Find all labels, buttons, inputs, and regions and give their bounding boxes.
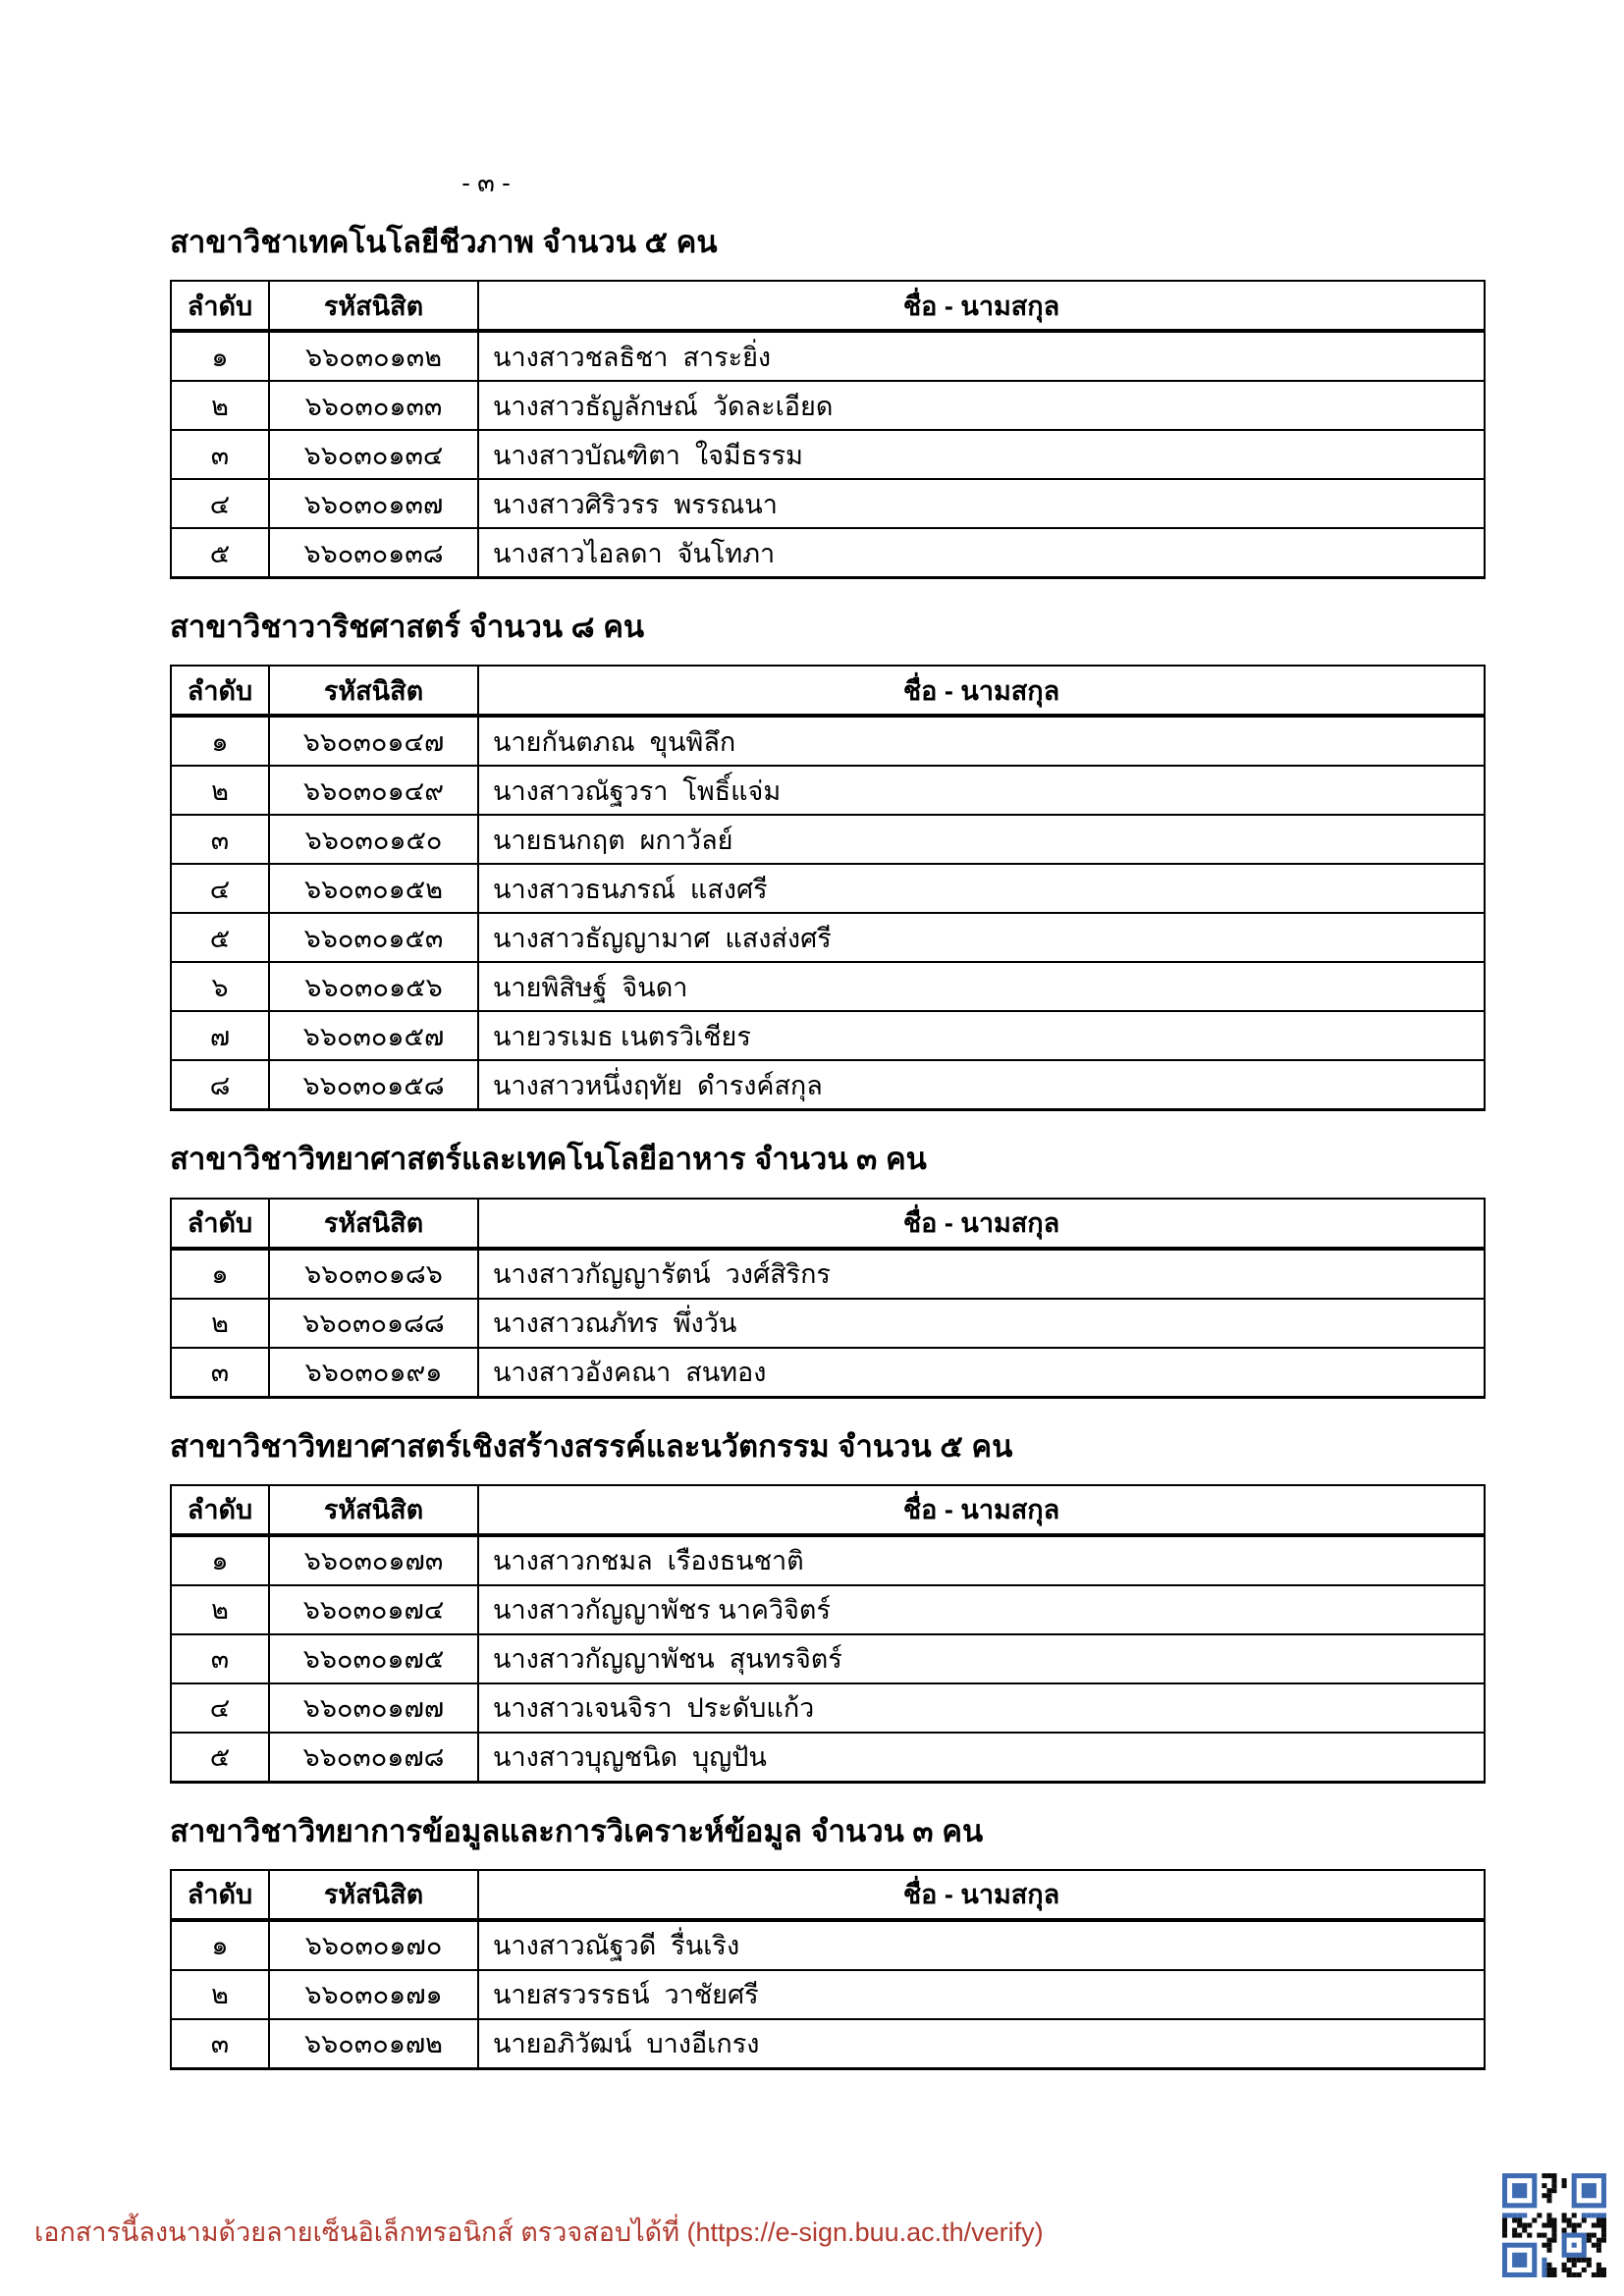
table-row bbox=[171, 716, 1485, 766]
row-index: ๔ bbox=[171, 1683, 269, 1733]
row-student-id: ๖๖๐๓๐๑๘๖ bbox=[269, 1249, 478, 1299]
row-student-id: ๖๖๐๓๐๑๗๘ bbox=[269, 1733, 478, 1783]
col-id-header: รหัสนิสิต bbox=[269, 1870, 478, 1920]
program-section bbox=[170, 609, 1486, 1111]
row-index: ๕ bbox=[171, 1733, 269, 1783]
student-table bbox=[170, 1198, 1486, 1399]
row-student-id: ๖๖๐๓๐๑๗๑ bbox=[269, 1970, 478, 2019]
col-name-header: ชื่อ - นามสกุล bbox=[478, 1870, 1485, 1920]
row-index: ๔ bbox=[171, 479, 269, 528]
col-id-header: รหัสนิสิต bbox=[269, 1199, 478, 1249]
row-name: นายวรเมธ เนตรวิเชียร bbox=[478, 1011, 1485, 1060]
row-index: ๒ bbox=[171, 1970, 269, 2019]
qr-code bbox=[1502, 2173, 1606, 2277]
table-row bbox=[171, 962, 1485, 1011]
program-section bbox=[170, 224, 1486, 579]
col-id-header: รหัสนิสิต bbox=[269, 281, 478, 331]
table-row bbox=[171, 430, 1485, 479]
student-table bbox=[170, 1484, 1486, 1784]
section-title: สาขาวิชาวิทยาศาสตร์เชิงสร้างสรรค์และนวัตกรรม จำนวน ๕ คน bbox=[170, 1428, 1013, 1464]
table-header-row bbox=[171, 666, 1485, 716]
row-name: นางสาวธนภรณ์ แสงศรี bbox=[478, 864, 1485, 913]
row-index: ๒ bbox=[171, 381, 269, 430]
row-student-id: ๖๖๐๓๐๑๕๘ bbox=[269, 1060, 478, 1110]
row-name: นางสาวอังคณา สนทอง bbox=[478, 1348, 1485, 1398]
table-header-row bbox=[171, 1485, 1485, 1535]
row-index: ๒ bbox=[171, 1585, 269, 1634]
row-index: ๓ bbox=[171, 1348, 269, 1398]
program-section bbox=[170, 1141, 1486, 1398]
row-student-id: ๖๖๐๓๐๑๗๐ bbox=[269, 1920, 478, 1970]
student-table bbox=[170, 665, 1486, 1111]
row-student-id: ๖๖๐๓๐๑๕๖ bbox=[269, 962, 478, 1011]
row-index: ๖ bbox=[171, 962, 269, 1011]
row-index: ๓ bbox=[171, 2019, 269, 2069]
program-section bbox=[170, 1428, 1486, 1784]
row-name: นางสาวกชมล เรืองธนชาติ bbox=[478, 1535, 1485, 1585]
table-row bbox=[171, 1299, 1485, 1348]
page-number: - ๓ - bbox=[461, 168, 511, 197]
row-student-id: ๖๖๐๓๐๑๓๘ bbox=[269, 528, 478, 578]
row-index: ๑ bbox=[171, 1535, 269, 1585]
row-student-id: ๖๖๐๓๐๑๕๐ bbox=[269, 815, 478, 864]
row-student-id: ๖๖๐๓๐๑๔๙ bbox=[269, 766, 478, 815]
table-row bbox=[171, 381, 1485, 430]
table-row bbox=[171, 1634, 1485, 1683]
row-student-id: ๖๖๐๓๐๑๕๒ bbox=[269, 864, 478, 913]
row-index: ๕ bbox=[171, 528, 269, 578]
section-title: สาขาวิชาวิทยาศาสตร์และเทคโนโลยีอาหาร จำนวน ๓ คน bbox=[170, 1142, 927, 1177]
row-student-id: ๖๖๐๓๐๑๕๗ bbox=[269, 1011, 478, 1060]
row-name: นางสาวไอลดา จันโทภา bbox=[478, 528, 1485, 578]
col-index-header: ลำดับ bbox=[171, 1199, 269, 1249]
row-name: นางสาวกัญญารัตน์ วงศ์สิริกร bbox=[478, 1249, 1485, 1299]
row-name: นางสาวหนึ่งฤทัย ดำรงค์สกุล bbox=[478, 1060, 1485, 1110]
row-index: ๔ bbox=[171, 864, 269, 913]
row-name: นายอภิวัฒน์ บางอีเกรง bbox=[478, 2019, 1485, 2069]
row-student-id: ๖๖๐๓๐๑๗๓ bbox=[269, 1535, 478, 1585]
section-title: สาขาวิชาเทคโนโลยีชีวภาพ จำนวน ๕ คน bbox=[170, 225, 718, 259]
col-id-header: รหัสนิสิต bbox=[269, 666, 478, 716]
table-row bbox=[171, 1249, 1485, 1299]
row-name: นางสาวศิริวรร พรรณนา bbox=[478, 479, 1485, 528]
table-row bbox=[171, 331, 1485, 381]
row-student-id: ๖๖๐๓๐๑๕๓ bbox=[269, 913, 478, 962]
table-header-row bbox=[171, 281, 1485, 331]
row-index: ๓ bbox=[171, 1634, 269, 1683]
row-index: ๑ bbox=[171, 1920, 269, 1970]
table-row bbox=[171, 1348, 1485, 1398]
table-header-row bbox=[171, 1870, 1485, 1920]
row-student-id: ๖๖๐๓๐๑๗๔ bbox=[269, 1585, 478, 1634]
row-index: ๕ bbox=[171, 913, 269, 962]
row-student-id: ๖๖๐๓๐๑๙๑ bbox=[269, 1348, 478, 1398]
table-row bbox=[171, 1011, 1485, 1060]
row-student-id: ๖๖๐๓๐๑๗๒ bbox=[269, 2019, 478, 2069]
table-row bbox=[171, 2019, 1485, 2069]
row-index: ๑ bbox=[171, 716, 269, 766]
row-index: ๑ bbox=[171, 1249, 269, 1299]
row-name: นางสาวชลธิชา สาระยิ่ง bbox=[478, 331, 1485, 381]
row-name: นางสาวเจนจิรา ประดับแก้ว bbox=[478, 1683, 1485, 1733]
row-student-id: ๖๖๐๓๐๑๗๗ bbox=[269, 1683, 478, 1733]
col-index-header: ลำดับ bbox=[171, 1485, 269, 1535]
table-row bbox=[171, 913, 1485, 962]
table-row bbox=[171, 528, 1485, 578]
row-student-id: ๖๖๐๓๐๑๓๗ bbox=[269, 479, 478, 528]
row-student-id: ๖๖๐๓๐๑๘๘ bbox=[269, 1299, 478, 1348]
row-name: นายสรวรรธน์ วาชัยศรี bbox=[478, 1970, 1485, 2019]
row-index: ๘ bbox=[171, 1060, 269, 1110]
e-signature-note: เอกสารนี้ลงนามด้วยลายเซ็นอิเล็กทรอนิกส์ ตรวจสอบได้ที่ (https://e-sign.buu.ac.th/verify) bbox=[34, 2217, 1044, 2247]
table-row bbox=[171, 1585, 1485, 1634]
table-row bbox=[171, 479, 1485, 528]
row-name: นายพิสิษฐ์ จินดา bbox=[478, 962, 1485, 1011]
col-index-header: ลำดับ bbox=[171, 1870, 269, 1920]
row-student-id: ๖๖๐๓๐๑๔๗ bbox=[269, 716, 478, 766]
program-section bbox=[170, 1813, 1486, 2070]
section-title: สาขาวิชาวิทยาการข้อมูลและการวิเคราะห์ข้อมูล จำนวน ๓ คน bbox=[170, 1813, 984, 1848]
row-name: นางสาวกัญญาพัชร นาควิจิตร์ bbox=[478, 1585, 1485, 1634]
table-row bbox=[171, 815, 1485, 864]
row-name: นางสาวบุญชนิด บุญปัน bbox=[478, 1733, 1485, 1783]
row-name: นางสาวณภัทร พึ่งวัน bbox=[478, 1299, 1485, 1348]
row-student-id: ๖๖๐๓๐๑๓๔ bbox=[269, 430, 478, 479]
table-row bbox=[171, 766, 1485, 815]
row-index: ๓ bbox=[171, 815, 269, 864]
row-name: นางสาวณัฐวรา โพธิ์แจ่ม bbox=[478, 766, 1485, 815]
table-row bbox=[171, 864, 1485, 913]
row-name: นางสาวกัญญาพัชน สุนทรจิตร์ bbox=[478, 1634, 1485, 1683]
table-row bbox=[171, 1060, 1485, 1110]
col-id-header: รหัสนิสิต bbox=[269, 1485, 478, 1535]
content bbox=[170, 224, 1486, 2070]
table-row bbox=[171, 1535, 1485, 1585]
col-name-header: ชื่อ - นามสกุล bbox=[478, 1199, 1485, 1249]
row-name: นางสาวณัฐวดี รื่นเริง bbox=[478, 1920, 1485, 1970]
col-index-header: ลำดับ bbox=[171, 281, 269, 331]
row-name: นางสาวบัณฑิตา ใจมีธรรม bbox=[478, 430, 1485, 479]
table-row bbox=[171, 1970, 1485, 2019]
row-name: นางสาวธัญญามาศ แสงส่งศรี bbox=[478, 913, 1485, 962]
col-index-header: ลำดับ bbox=[171, 666, 269, 716]
row-index: ๑ bbox=[171, 331, 269, 381]
table-row bbox=[171, 1683, 1485, 1733]
row-student-id: ๖๖๐๓๐๑๓๒ bbox=[269, 331, 478, 381]
row-student-id: ๖๖๐๓๐๑๓๓ bbox=[269, 381, 478, 430]
row-student-id: ๖๖๐๓๐๑๗๕ bbox=[269, 1634, 478, 1683]
table-header-row bbox=[171, 1199, 1485, 1249]
student-table bbox=[170, 1869, 1486, 2070]
table-row bbox=[171, 1733, 1485, 1783]
col-name-header: ชื่อ - นามสกุล bbox=[478, 666, 1485, 716]
section-title: สาขาวิชาวาริชศาสตร์ จำนวน ๘ คน bbox=[170, 610, 645, 645]
row-name: นายธนกฤต ผกาวัลย์ bbox=[478, 815, 1485, 864]
col-name-header: ชื่อ - นามสกุล bbox=[478, 1485, 1485, 1535]
row-index: ๒ bbox=[171, 766, 269, 815]
col-name-header: ชื่อ - นามสกุล bbox=[478, 281, 1485, 331]
row-index: ๓ bbox=[171, 430, 269, 479]
row-name: นายกันตภณ ขุนพิลึก bbox=[478, 716, 1485, 766]
student-table bbox=[170, 280, 1486, 579]
table-row bbox=[171, 1920, 1485, 1970]
row-name: นางสาวธัญลักษณ์ วัดละเอียด bbox=[478, 381, 1485, 430]
row-index: ๗ bbox=[171, 1011, 269, 1060]
row-index: ๒ bbox=[171, 1299, 269, 1348]
